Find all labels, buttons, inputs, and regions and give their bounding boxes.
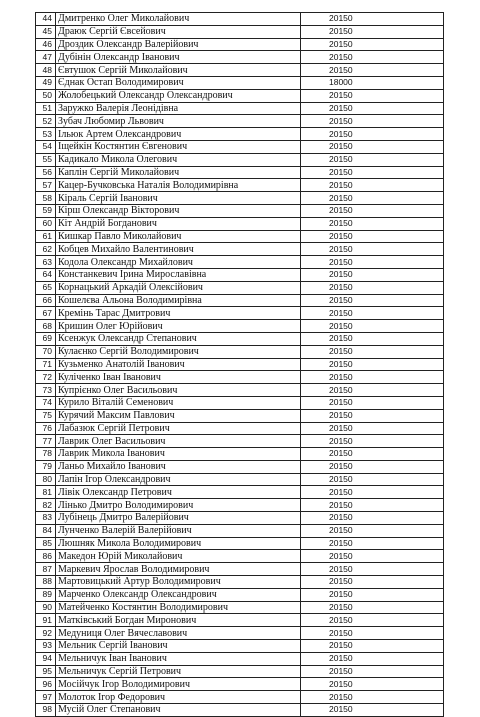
person-name: Лаврик Олег Васильович	[56, 435, 301, 448]
row-number: 67	[36, 307, 56, 320]
row-number: 50	[36, 89, 56, 102]
person-name: Лівік Олександр Петрович	[56, 486, 301, 499]
table-row	[36, 13, 444, 26]
amount-value: 20150	[301, 345, 444, 358]
amount-value: 20150	[301, 460, 444, 473]
person-name: Ільюк Артем Олександрович	[56, 128, 301, 141]
amount-value: 20150	[301, 640, 444, 653]
row-number: 66	[36, 294, 56, 307]
amount-value: 20150	[301, 601, 444, 614]
person-name: Лапін Ігор Олександрович	[56, 473, 301, 486]
row-number: 89	[36, 588, 56, 601]
person-name: Кадикало Микола Олегович	[56, 153, 301, 166]
table-row	[36, 320, 444, 333]
table-row	[36, 512, 444, 525]
amount-value: 20150	[301, 140, 444, 153]
table-row	[36, 51, 444, 64]
amount-value: 20150	[301, 524, 444, 537]
amount-value: 20150	[301, 678, 444, 691]
row-number: 85	[36, 537, 56, 550]
person-name: Кремінь Тарас Дмитрович	[56, 307, 301, 320]
amount-value: 20150	[301, 448, 444, 461]
row-number: 93	[36, 640, 56, 653]
table-row	[36, 192, 444, 205]
row-number: 91	[36, 614, 56, 627]
row-number: 62	[36, 243, 56, 256]
amount-value: 20150	[301, 358, 444, 371]
person-name: Дубінін Олександр Іванович	[56, 51, 301, 64]
person-name: Каплін Сергій Миколайович	[56, 166, 301, 179]
table-row	[36, 563, 444, 576]
amount-value: 20150	[301, 550, 444, 563]
row-number: 68	[36, 320, 56, 333]
row-number: 76	[36, 422, 56, 435]
amount-value: 20150	[301, 192, 444, 205]
table-row	[36, 473, 444, 486]
table-row	[36, 614, 444, 627]
amount-value: 20150	[301, 499, 444, 512]
table-row	[36, 115, 444, 128]
amount-value: 20150	[301, 576, 444, 589]
person-name: Лубінець Дмитро Валерійович	[56, 512, 301, 525]
amount-value: 20150	[301, 102, 444, 115]
table-row	[36, 179, 444, 192]
table-row	[36, 307, 444, 320]
row-number: 44	[36, 13, 56, 26]
table-row	[36, 576, 444, 589]
table-row	[36, 281, 444, 294]
table-row	[36, 332, 444, 345]
person-name: Кодола Олександр Михайлович	[56, 256, 301, 269]
table-row	[36, 588, 444, 601]
row-number: 97	[36, 691, 56, 704]
table-row	[36, 38, 444, 51]
table-row	[36, 396, 444, 409]
person-name: Драюк Сергій Євсейович	[56, 25, 301, 38]
amount-value: 20150	[301, 704, 444, 717]
row-number: 94	[36, 652, 56, 665]
person-name: Кузьменко Анатолій Іванович	[56, 358, 301, 371]
person-name: Жолобецький Олександр Олександрович	[56, 89, 301, 102]
row-number: 88	[36, 576, 56, 589]
row-number: 47	[36, 51, 56, 64]
amount-value: 20150	[301, 396, 444, 409]
amount-value: 20150	[301, 665, 444, 678]
amount-value: 20150	[301, 307, 444, 320]
row-number: 98	[36, 704, 56, 717]
person-name: Молоток Ігор Федорович	[56, 691, 301, 704]
amount-value: 20150	[301, 691, 444, 704]
person-name: Кірш Олександр Вікторович	[56, 204, 301, 217]
table-body	[36, 13, 444, 717]
row-number: 48	[36, 64, 56, 77]
row-number: 75	[36, 409, 56, 422]
payment-list-table	[35, 12, 444, 717]
amount-value: 20150	[301, 217, 444, 230]
row-number: 73	[36, 384, 56, 397]
amount-value: 20150	[301, 281, 444, 294]
row-number: 65	[36, 281, 56, 294]
person-name: Іщейкін Костянтин Євгенович	[56, 140, 301, 153]
row-number: 58	[36, 192, 56, 205]
row-number: 72	[36, 371, 56, 384]
person-name: Мельничук Іван Іванович	[56, 652, 301, 665]
amount-value: 20150	[301, 268, 444, 281]
table-row	[36, 499, 444, 512]
person-name: Євтушок Сергій Миколайович	[56, 64, 301, 77]
row-number: 57	[36, 179, 56, 192]
table-row	[36, 422, 444, 435]
row-number: 86	[36, 550, 56, 563]
row-number: 70	[36, 345, 56, 358]
amount-value: 20150	[301, 230, 444, 243]
table-row	[36, 371, 444, 384]
amount-value: 18000	[301, 76, 444, 89]
amount-value: 20150	[301, 256, 444, 269]
table-row	[36, 640, 444, 653]
row-number: 56	[36, 166, 56, 179]
row-number: 83	[36, 512, 56, 525]
amount-value: 20150	[301, 294, 444, 307]
amount-value: 20150	[301, 371, 444, 384]
row-number: 46	[36, 38, 56, 51]
amount-value: 20150	[301, 652, 444, 665]
amount-value: 20150	[301, 422, 444, 435]
person-name: Кишкар Павло Миколайович	[56, 230, 301, 243]
table-row	[36, 76, 444, 89]
person-name: Македон Юрій Миколайович	[56, 550, 301, 563]
person-name: Єднак Остап Володимирович	[56, 76, 301, 89]
amount-value: 20150	[301, 537, 444, 550]
table-row	[36, 268, 444, 281]
person-name: Мельник Сергій Іванович	[56, 640, 301, 653]
person-name: Лінько Дмитро Володимирович	[56, 499, 301, 512]
person-name: Купрієнко Олег Васильович	[56, 384, 301, 397]
row-number: 51	[36, 102, 56, 115]
table-row	[36, 537, 444, 550]
table-row	[36, 627, 444, 640]
amount-value: 20150	[301, 51, 444, 64]
amount-value: 20150	[301, 588, 444, 601]
person-name: Кобцев Михайло Валентинович	[56, 243, 301, 256]
row-number: 52	[36, 115, 56, 128]
table-row	[36, 256, 444, 269]
table-row	[36, 384, 444, 397]
row-number: 84	[36, 524, 56, 537]
amount-value: 20150	[301, 486, 444, 499]
table-row	[36, 294, 444, 307]
row-number: 49	[36, 76, 56, 89]
amount-value: 20150	[301, 115, 444, 128]
person-name: Лабазюк Сергій Петрович	[56, 422, 301, 435]
row-number: 64	[36, 268, 56, 281]
table-row	[36, 25, 444, 38]
table-row	[36, 704, 444, 717]
amount-value: 20150	[301, 435, 444, 448]
amount-value: 20150	[301, 64, 444, 77]
row-number: 54	[36, 140, 56, 153]
table-row	[36, 678, 444, 691]
table-row	[36, 358, 444, 371]
table-row	[36, 230, 444, 243]
table-row	[36, 128, 444, 141]
person-name: Куліченко Іван Іванович	[56, 371, 301, 384]
row-number: 45	[36, 25, 56, 38]
row-number: 79	[36, 460, 56, 473]
amount-value: 20150	[301, 204, 444, 217]
person-name: Мельничук Сергій Петрович	[56, 665, 301, 678]
row-number: 80	[36, 473, 56, 486]
person-name: Матейченко Костянтин Володимирович	[56, 601, 301, 614]
person-name: Мусій Олег Степанович	[56, 704, 301, 717]
amount-value: 20150	[301, 627, 444, 640]
row-number: 74	[36, 396, 56, 409]
row-number: 78	[36, 448, 56, 461]
amount-value: 20150	[301, 166, 444, 179]
table-row	[36, 140, 444, 153]
row-number: 96	[36, 678, 56, 691]
row-number: 90	[36, 601, 56, 614]
table-row	[36, 166, 444, 179]
person-name: Дмитренко Олег Миколайович	[56, 13, 301, 26]
person-name: Кацер-Бучковська Наталія Володимирівна	[56, 179, 301, 192]
table-row	[36, 601, 444, 614]
table-row	[36, 204, 444, 217]
person-name: Кіраль Сергій Іванович	[56, 192, 301, 205]
person-name: Лаврик Микола Іванович	[56, 448, 301, 461]
table-row	[36, 64, 444, 77]
table-row	[36, 102, 444, 115]
person-name: Мосійчук Ігор Володимирович	[56, 678, 301, 691]
table-row	[36, 691, 444, 704]
amount-value: 20150	[301, 25, 444, 38]
person-name: Констанкевич Ірина Мирославівна	[56, 268, 301, 281]
table-row	[36, 448, 444, 461]
table-row	[36, 217, 444, 230]
person-name: Зубач Любомир Львович	[56, 115, 301, 128]
row-number: 95	[36, 665, 56, 678]
table-row	[36, 345, 444, 358]
row-number: 81	[36, 486, 56, 499]
row-number: 63	[36, 256, 56, 269]
person-name: Дроздик Олександр Валерійович	[56, 38, 301, 51]
table-row	[36, 409, 444, 422]
person-name: Заружко Валерія Леонідівна	[56, 102, 301, 115]
table-row	[36, 89, 444, 102]
person-name: Медуниця Олег Вячеславович	[56, 627, 301, 640]
row-number: 87	[36, 563, 56, 576]
person-name: Марченко Олександр Олександрович	[56, 588, 301, 601]
table-row	[36, 435, 444, 448]
row-number: 92	[36, 627, 56, 640]
amount-value: 20150	[301, 243, 444, 256]
table-row	[36, 524, 444, 537]
amount-value: 20150	[301, 473, 444, 486]
row-number: 60	[36, 217, 56, 230]
table-row	[36, 665, 444, 678]
amount-value: 20150	[301, 320, 444, 333]
person-name: Кулаєнко Сергій Володимирович	[56, 345, 301, 358]
row-number: 69	[36, 332, 56, 345]
amount-value: 20150	[301, 128, 444, 141]
person-name: Мартовицький Артур Володимирович	[56, 576, 301, 589]
table-row	[36, 153, 444, 166]
person-name: Корнацький Аркадій Олексійович	[56, 281, 301, 294]
person-name: Курило Віталій Семенович	[56, 396, 301, 409]
amount-value: 20150	[301, 512, 444, 525]
table-row	[36, 243, 444, 256]
person-name: Матківський Богдан Миронович	[56, 614, 301, 627]
person-name: Ксенжук Олександр Степанович	[56, 332, 301, 345]
person-name: Кіт Андрій Богданович	[56, 217, 301, 230]
person-name: Курячий Максим Павлович	[56, 409, 301, 422]
table-row	[36, 486, 444, 499]
amount-value: 20150	[301, 384, 444, 397]
amount-value: 20150	[301, 179, 444, 192]
person-name: Лунченко Валерій Валерійович	[56, 524, 301, 537]
amount-value: 20150	[301, 38, 444, 51]
amount-value: 20150	[301, 409, 444, 422]
amount-value: 20150	[301, 153, 444, 166]
person-name: Люшняк Микола Володимирович	[56, 537, 301, 550]
amount-value: 20150	[301, 332, 444, 345]
table-row	[36, 460, 444, 473]
person-name: Маркевич Ярослав Володимирович	[56, 563, 301, 576]
row-number: 55	[36, 153, 56, 166]
person-name: Ланьо Михайло Іванович	[56, 460, 301, 473]
person-name: Кришин Олег Юрійович	[56, 320, 301, 333]
row-number: 71	[36, 358, 56, 371]
row-number: 59	[36, 204, 56, 217]
person-name: Кошелєва Альона Володимирівна	[56, 294, 301, 307]
amount-value: 20150	[301, 89, 444, 102]
amount-value: 20150	[301, 563, 444, 576]
row-number: 53	[36, 128, 56, 141]
table-row	[36, 550, 444, 563]
row-number: 61	[36, 230, 56, 243]
table-row	[36, 652, 444, 665]
row-number: 82	[36, 499, 56, 512]
amount-value: 20150	[301, 13, 444, 26]
row-number: 77	[36, 435, 56, 448]
amount-value: 20150	[301, 614, 444, 627]
